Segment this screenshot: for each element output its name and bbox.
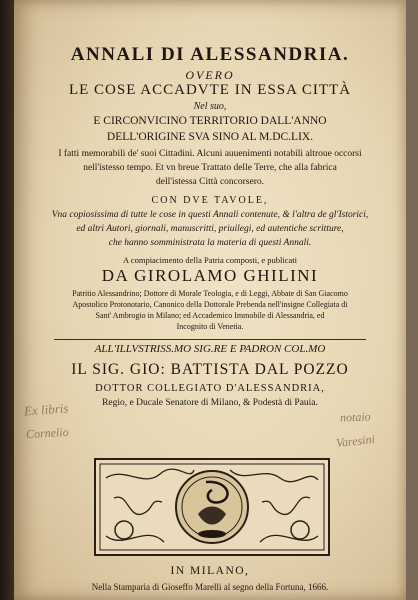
origine-line: DELL'ORIGINE SVA SINO AL M.DC.LIX.	[106, 131, 314, 143]
title-page	[14, 0, 406, 600]
handwriting-right-bottom: Varesini	[335, 432, 376, 450]
dedicatee-name: IL SIG. GIO: BATTISTA DAL POZZO	[71, 361, 349, 378]
overo-line: OVERO	[185, 68, 235, 82]
book-title: ANNALI DI ALESSANDRIA.	[70, 44, 350, 65]
tavole-line: Vna copiosissima di tutte le cose in questi Annali contenute, & l'altra de gl'Istorici,	[51, 210, 369, 220]
handwriting-left-top: Ex libris	[23, 400, 69, 419]
book-binding-edge	[0, 0, 14, 600]
dedicatee-office: Regio, e Ducale Senatore di Milano, & Podestà di Pauia.	[102, 398, 318, 408]
author-credential: Apostolico Protonotario, Canonico della Dottorale Prebenda nell'insigne Collegiata di	[72, 300, 348, 309]
printer-device-emblem	[94, 458, 330, 556]
imprint-printer: Nella Stamparia di Gioseffo Marelli al segno della Fortuna, 1666.	[91, 582, 329, 592]
author-credential: Incognito di Venetia.	[176, 322, 244, 331]
author-credential: Patritio Alessandrino; Dottore di Morale Teologia, e di Leggi, Abbate di San Giacomo	[72, 289, 348, 298]
tavole-heading: CON DVE TAVOLE,	[151, 195, 269, 206]
divider-rule	[54, 339, 366, 340]
description-line: dell'istessa Città concorsero.	[155, 177, 265, 187]
subtitle: LE COSE ACCADVTE IN ESSA CITTÀ	[68, 82, 352, 98]
description-line: nell'istesso tempo. Et vn breue Trattato delle Terre, che alla fabrica	[83, 163, 337, 173]
nel-suo-line: Nel suo,	[193, 101, 227, 112]
author-credential: Sant' Ambrogio in Milano; ed Accademico Immobile di Alessandria, ed	[95, 311, 325, 320]
description-line: I fatti memorabili de' suoi Cittadini. Alcuni auuenimenti notabili altroue occorsi	[58, 149, 362, 159]
tavole-line: ed altri Autori, giornali, manuscritti, priuilegi, ed autentiche scritture,	[76, 224, 344, 234]
territorio-line: E CIRCONVICINO TERRITORIO DALL'ANNO	[93, 115, 327, 127]
author-name: DA GIROLAMO GHILINI	[101, 266, 319, 285]
handwriting-left-bottom: Cornelio	[25, 424, 69, 442]
dedication-line: ALL'ILLVSTRISS.MO SIG.RE E PADRON COL.MO	[94, 343, 326, 355]
imprint-place: IN MILANO,	[170, 565, 250, 577]
handwriting-right-top: notaio	[339, 409, 371, 425]
compiacimento-line: A compiacimento della Patria composti, e publicati	[123, 255, 297, 265]
dedicatee-title: DOTTOR COLLEGIATO D'ALESSANDRIA,	[95, 383, 325, 394]
tavole-line: che hanno somministrata la materia di questi Annali.	[108, 238, 312, 248]
